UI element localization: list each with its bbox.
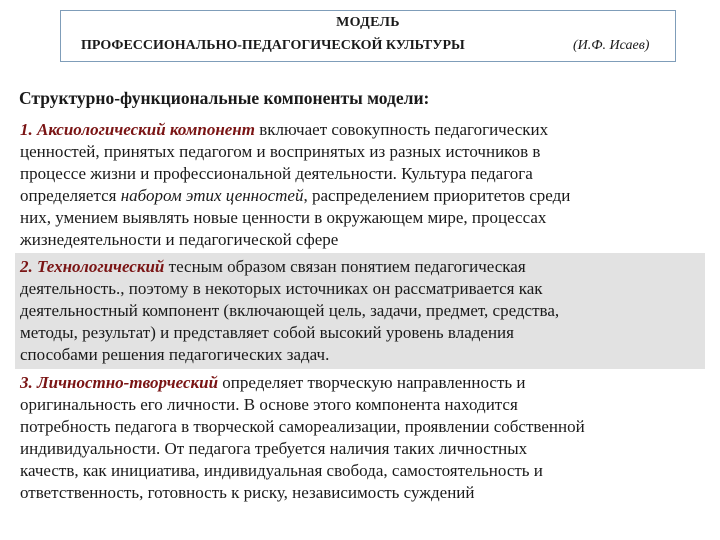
paragraph-line — [20, 141, 710, 163]
component-number: 2. — [20, 257, 37, 276]
component-name: Технологический — [37, 257, 165, 276]
paragraph-line — [20, 322, 710, 344]
paragraph-line — [20, 300, 710, 322]
component-creative — [20, 372, 710, 504]
line-text: деятельностный компонент (включающей цель, задачи, предмет, средства, — [20, 301, 560, 320]
line-text: потребность педагога в творческой самореализации, проявлении собственной — [20, 417, 585, 436]
paragraph-line — [20, 344, 710, 366]
title-model: МОДЕЛЬ — [336, 15, 400, 30]
line-text: ответственность, готовность к риску, независимость суждений — [20, 483, 475, 502]
line-text: индивидуальности. От педагога требуется наличия таких личностных — [20, 439, 528, 458]
line-text: методы, результат) и представляет собой высокий уровень владения — [20, 323, 514, 342]
line-text: , распределением приоритетов среди — [303, 186, 571, 205]
paragraph-line — [20, 229, 710, 251]
line-text: тесным образом связан понятием педагогическая — [164, 257, 526, 276]
line-text: процессе жизни и профессиональной деятельности. Культура педагога — [20, 164, 533, 183]
component-axiological — [20, 119, 710, 251]
line-text: качеств, как инициатива, индивидуальная свобода, самостоятельность и — [20, 461, 543, 480]
paragraph-line — [20, 119, 710, 141]
component-number: 1. — [20, 120, 37, 139]
line-text: них, умением выявлять новые ценности в окружающем мире, процессах — [20, 208, 547, 227]
title-box — [60, 10, 676, 62]
line-text: деятельность., поэтому в некоторых источниках он рассматривается как — [20, 279, 543, 298]
component-name: Личностно-творческий — [37, 373, 219, 392]
emphasis-text: набором этих ценностей — [120, 186, 304, 205]
paragraph-line — [20, 460, 710, 482]
title-author: (И.Ф. Исаев) — [573, 38, 650, 53]
paragraph-line — [20, 278, 710, 300]
component-technological — [20, 256, 710, 366]
line-text: способами решения педагогических задач. — [20, 345, 330, 364]
line-text: включает совокупность педагогических — [254, 120, 549, 139]
paragraph-line — [20, 185, 710, 207]
line-text: жизнедеятельности и педагогической сфере — [20, 230, 339, 249]
paragraph-line — [20, 207, 710, 229]
line-text: ценностей, принятых педагогом и воспринятых из разных источников в — [20, 142, 541, 161]
paragraph-line — [20, 438, 710, 460]
component-name: Аксиологический компонент — [37, 120, 255, 139]
paragraph-line — [20, 163, 710, 185]
paragraph-line — [20, 256, 710, 278]
section-heading: Структурно-функциональные компоненты модели: — [19, 88, 430, 108]
paragraph-line — [20, 394, 710, 416]
line-text: оригинальность его личности. В основе этого компонента находится — [20, 395, 518, 414]
line-text: определяет творческую направленность и — [218, 373, 526, 392]
paragraph-line — [20, 416, 710, 438]
title-culture: ПРОФЕССИОНАЛЬНО-ПЕДАГОГИЧЕСКОЙ КУЛЬТУРЫ — [81, 38, 465, 53]
paragraph-line — [20, 482, 710, 504]
paragraph-line — [20, 372, 710, 394]
line-text: определяется — [20, 186, 121, 205]
component-number: 3. — [20, 373, 37, 392]
